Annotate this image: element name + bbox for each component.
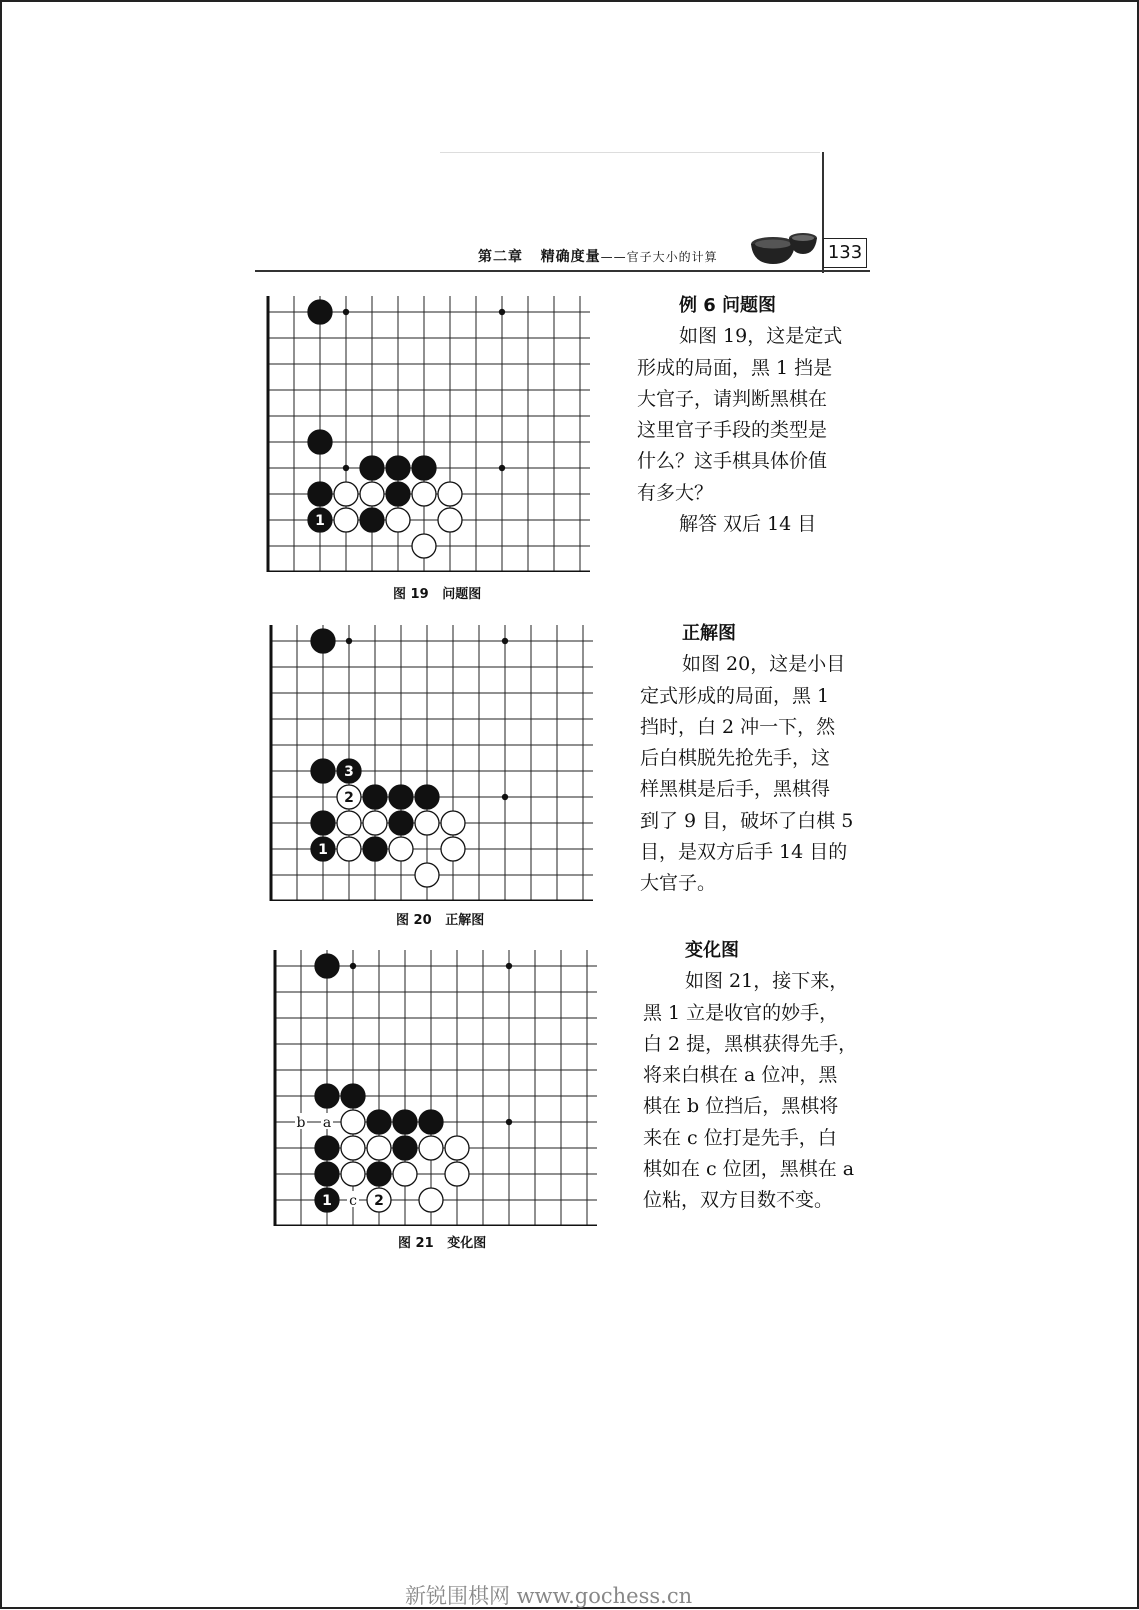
white-stone — [389, 837, 413, 861]
white-stone — [386, 508, 410, 532]
white-stone — [445, 1136, 469, 1160]
text-line: 什么？这手棋具体价值 — [637, 450, 828, 473]
black-stone — [315, 954, 339, 978]
white-stone — [337, 837, 361, 861]
white-stone — [341, 1136, 365, 1160]
white-stone — [393, 1162, 417, 1186]
text-line: 将来白棋在 a 位冲，黑 — [643, 1064, 838, 1087]
white-stone — [441, 811, 465, 835]
star-point — [502, 638, 508, 644]
point-label: c — [349, 1193, 357, 1209]
black-stone — [311, 811, 335, 835]
star-point — [343, 309, 349, 315]
text-line: 白 2 提，黑棋获得先手， — [643, 1032, 858, 1055]
black-stone — [419, 1110, 443, 1134]
white-stone — [445, 1162, 469, 1186]
black-stone — [308, 482, 332, 506]
move-number: 1 — [315, 513, 325, 529]
black-stone — [389, 811, 413, 835]
white-stone — [415, 811, 439, 835]
watermark: 新锐围棋网 www.gochess.cn — [405, 1584, 693, 1608]
white-stone — [367, 1136, 391, 1160]
white-stone — [360, 482, 384, 506]
text-line: 棋在 b 位挡后，黑棋将 — [643, 1095, 839, 1118]
black-stone — [367, 1162, 391, 1186]
white-stone — [415, 863, 439, 887]
figure-20-caption: 图 20 正解图 — [396, 913, 485, 928]
white-stone — [341, 1110, 365, 1134]
text-line: 如图 19，这是定式 — [679, 325, 843, 348]
text-line: 如图 21，接下来， — [685, 970, 849, 993]
figure-19-caption: 图 19 问题图 — [393, 587, 482, 602]
chapter-subtitle: ——官子大小的计算 — [600, 250, 718, 264]
black-stone — [315, 1084, 339, 1108]
go-board-figure-20 — [268, 625, 618, 901]
star-point — [502, 794, 508, 800]
figure-20-heading: 正解图 — [682, 623, 736, 644]
text-line: 棋如在 c 位团，黑棋在 a — [643, 1158, 855, 1181]
black-stone — [311, 759, 335, 783]
text-line: 大官子。 — [640, 872, 717, 895]
white-stone — [363, 811, 387, 835]
black-stone — [412, 456, 436, 480]
go-bowls-icon — [745, 228, 825, 268]
text-line: 黑 1 立是收官的妙手， — [643, 1001, 839, 1024]
white-stone — [438, 508, 462, 532]
move-number: 1 — [318, 842, 328, 858]
black-stone — [308, 430, 332, 454]
go-board-figure-19 — [265, 296, 615, 572]
text-line: 位粘，双方目数不变。 — [643, 1189, 834, 1212]
black-stone — [363, 785, 387, 809]
star-point — [346, 638, 352, 644]
header-rule — [255, 270, 870, 272]
star-point — [499, 309, 505, 315]
text-line: 形成的局面，黑 1 挡是 — [637, 356, 833, 379]
figure-19-heading: 例 6 问题图 — [679, 295, 777, 316]
black-stone — [360, 508, 384, 532]
go-board-figure-21 — [272, 950, 622, 1226]
white-stone — [334, 508, 358, 532]
text-line: 到了 9 目，破坏了白棋 5 — [640, 809, 854, 832]
move-number: 2 — [344, 790, 354, 806]
black-stone — [315, 1162, 339, 1186]
text-line: 定式形成的局面，黑 1 — [640, 684, 830, 707]
black-stone — [308, 300, 332, 324]
figure-21-caption: 图 21 变化图 — [398, 1236, 487, 1251]
white-stone — [412, 482, 436, 506]
black-stone — [393, 1136, 417, 1160]
black-stone — [389, 785, 413, 809]
star-point — [343, 465, 349, 471]
black-stone — [363, 837, 387, 861]
figure-20-text — [640, 618, 880, 900]
move-number: 3 — [344, 764, 354, 780]
black-stone — [311, 629, 335, 653]
black-stone — [415, 785, 439, 809]
page-number: 133 — [823, 238, 867, 268]
move-number: 1 — [322, 1193, 332, 1209]
black-stone — [386, 482, 410, 506]
black-stone — [393, 1110, 417, 1134]
chapter-title: 精确度量 — [540, 249, 601, 265]
white-stone — [441, 837, 465, 861]
move-number: 2 — [374, 1193, 384, 1209]
figure-19-text — [637, 290, 877, 540]
text-line: 来在 c 位打是先手，白 — [643, 1126, 837, 1149]
text-line: 有多大？ — [637, 481, 714, 504]
chapter-number: 第二章 — [478, 249, 523, 265]
running-header — [478, 246, 718, 266]
text-line: 大官子，请判断黑棋在 — [637, 387, 828, 410]
text-line: 目，是双方后手 14 目的 — [640, 841, 848, 864]
text-line: 样黑棋是后手，黑棋得 — [640, 778, 831, 801]
star-point — [506, 963, 512, 969]
white-stone — [337, 811, 361, 835]
star-point — [499, 465, 505, 471]
white-stone — [334, 482, 358, 506]
black-stone — [315, 1136, 339, 1160]
point-label: a — [322, 1115, 332, 1131]
white-stone — [419, 1136, 443, 1160]
white-stone — [341, 1162, 365, 1186]
figure-21-text — [643, 935, 883, 1217]
figure-19-answer: 解答 双后 14 目 — [679, 513, 817, 536]
star-point — [506, 1119, 512, 1125]
figure-21-heading: 变化图 — [685, 940, 739, 961]
text-line: 后白棋脱先抢先手，这 — [640, 747, 831, 770]
point-label: b — [296, 1115, 306, 1131]
text-line: 这里官子手段的类型是 — [637, 419, 828, 442]
white-stone — [438, 482, 462, 506]
star-point — [350, 963, 356, 969]
black-stone — [367, 1110, 391, 1134]
text-line: 挡时，白 2 冲一下，然 — [640, 715, 836, 738]
header-fade-line — [440, 152, 820, 153]
black-stone — [360, 456, 384, 480]
black-stone — [341, 1084, 365, 1108]
black-stone — [386, 456, 410, 480]
white-stone — [419, 1188, 443, 1212]
white-stone — [412, 534, 436, 558]
text-line: 如图 20，这是小目 — [682, 653, 846, 676]
